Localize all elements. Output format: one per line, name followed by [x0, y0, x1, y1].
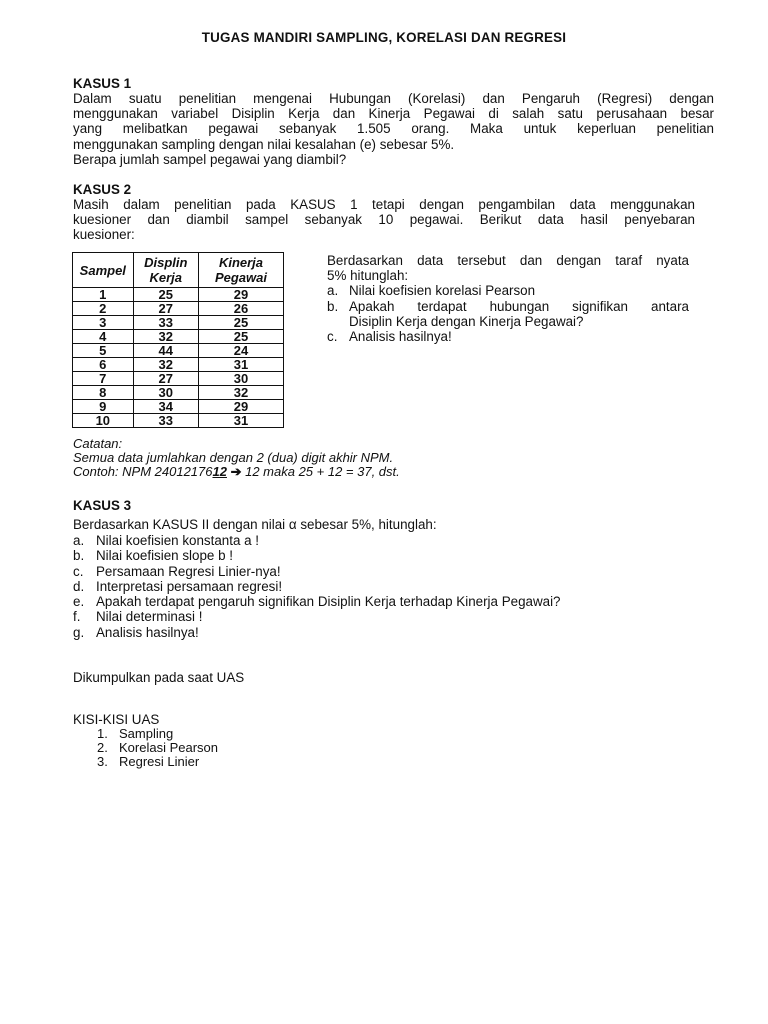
cell-disiplin-kerja: 32 [133, 358, 198, 372]
kasus-3-item [73, 564, 561, 579]
data-table [72, 252, 284, 428]
cell-disiplin-kerja: 33 [133, 414, 198, 428]
question-item [327, 299, 689, 329]
list-marker: c. [73, 563, 84, 579]
kisi-item [97, 755, 218, 769]
note-line-2 [73, 465, 400, 479]
list-marker: a. [73, 533, 85, 548]
document-title: TUGAS MANDIRI SAMPLING, KORELASI DAN REGRESI [201, 30, 567, 45]
questions-intro-line: Berdasarkan data tersebut dan dengan taraf nyata [327, 253, 689, 268]
kisi-item-text: Korelasi Pearson [119, 740, 218, 755]
table-row [73, 372, 284, 386]
cell-kinerja-pegawai: 25 [198, 330, 283, 344]
cell-disiplin-kerja: 25 [133, 288, 198, 302]
header-kinerja-pegawai: Kinerja Pegawai [198, 253, 283, 288]
cell-sampel: 10 [73, 414, 134, 428]
list-marker: b. [73, 548, 85, 564]
table-header-row [73, 253, 284, 288]
collect-note: Dikumpulkan pada saat UAS [73, 670, 245, 685]
kisi-item [97, 741, 218, 755]
table-body [73, 288, 284, 428]
list-marker: 1. [97, 726, 108, 741]
question-text: Analisis hasilnya! [349, 329, 452, 345]
kisi-heading: KISI-KISI UAS [73, 712, 160, 727]
kisi-item-text: Sampling [119, 726, 174, 741]
kasus-3-item-text: Apakah terdapat pengaruh signifikan Disiplin Kerja terhadap Kinerja Pegawai? [96, 594, 561, 610]
table-row [73, 316, 284, 330]
cell-kinerja-pegawai: 31 [198, 358, 283, 372]
kasus-2-heading: KASUS 2 [73, 182, 132, 197]
note-npm-digits: 12 [212, 464, 227, 479]
table-row [73, 288, 284, 302]
kasus-1-line: menggunakan sampling dengan nilai kesalahan (e) sebesar 5%. [73, 136, 455, 152]
cell-sampel: 6 [73, 358, 134, 372]
kasus-3-item [73, 548, 561, 563]
kasus-2-questions [327, 253, 689, 344]
kasus-1-question: Berapa jumlah sampel pegawai yang diambil? [73, 151, 347, 167]
kasus-3-intro: Berdasarkan KASUS II dengan nilai α sebesar 5%, hitunglah: [73, 517, 437, 532]
kasus-1-line: menggunakan variabel Disiplin Kerja dan Kinerja Pegawai di salah satu perusahaan besar [73, 106, 714, 122]
cell-disiplin-kerja: 33 [133, 316, 198, 330]
list-marker: 3. [97, 754, 108, 769]
cell-sampel: 3 [73, 316, 134, 330]
list-marker: a. [327, 283, 339, 299]
kisi-item [97, 727, 218, 741]
note-label: Catatan: [73, 436, 123, 451]
kasus-3-item [73, 579, 561, 594]
kisi-item-text: Regresi Linier [119, 754, 200, 769]
table-row [73, 344, 284, 358]
cell-disiplin-kerja: 44 [133, 344, 198, 358]
kasus-2-paragraph [73, 197, 695, 243]
question-item [327, 283, 689, 298]
table-row [73, 414, 284, 428]
kasus-3-item-text: Nilai koefisien konstanta a ! [96, 533, 260, 548]
list-marker: e. [73, 594, 85, 610]
table-row [73, 302, 284, 316]
question-text: Disiplin Kerja dengan Kinerja Pegawai? [349, 313, 584, 329]
cell-kinerja-pegawai: 25 [198, 316, 283, 330]
cell-sampel: 2 [73, 302, 134, 316]
kasus-3-item-text: Interpretasi persamaan regresi! [96, 578, 283, 594]
cell-kinerja-pegawai: 29 [198, 288, 283, 302]
kasus-3-list [73, 533, 561, 640]
kasus-1-heading: KASUS 1 [73, 76, 132, 91]
cell-kinerja-pegawai: 30 [198, 372, 283, 386]
kasus-3-item [73, 625, 561, 640]
cell-kinerja-pegawai: 29 [198, 400, 283, 414]
list-marker: 2. [97, 740, 108, 755]
cell-sampel: 1 [73, 288, 134, 302]
kasus-1-line: Dalam suatu penelitian mengenai Hubungan (Korelasi) dan Pengaruh (Regresi) dengan [73, 91, 714, 106]
kasus-3-item [73, 594, 561, 609]
kisi-list [97, 727, 218, 769]
question-item [327, 329, 689, 344]
note-npm-prefix: Contoh: NPM 24012176 [73, 464, 213, 479]
header-disiplin-kerja: Displin Kerja [133, 253, 198, 288]
kasus-3-item [73, 609, 561, 624]
kasus-3-item-text: Persamaan Regresi Linier-nya! [96, 563, 281, 579]
kasus-3-heading: KASUS 3 [73, 498, 132, 513]
kasus-3-item-text: Analisis hasilnya! [96, 624, 199, 640]
kasus-2-line: kuesioner: [73, 227, 135, 243]
question-text: Nilai koefisien korelasi Pearson [349, 283, 536, 299]
cell-disiplin-kerja: 34 [133, 400, 198, 414]
list-marker: d. [73, 578, 85, 594]
table-row [73, 386, 284, 400]
note-line-1: Semua data jumlahkan dengan 2 (dua) digit akhir NPM. [73, 450, 394, 465]
cell-kinerja-pegawai: 24 [198, 344, 283, 358]
questions-intro-line: 5% hitunglah: [327, 268, 409, 284]
cell-sampel: 5 [73, 344, 134, 358]
table-row [73, 358, 284, 372]
cell-disiplin-kerja: 27 [133, 372, 198, 386]
note-npm-suffix: 12 maka 25 + 12 = 37, dst. [241, 464, 400, 479]
list-marker: f. [73, 609, 81, 625]
kasus-2-line: kuesioner dan diambil sampel sebanyak 10 pegawai. Berikut data hasil penyebaran [73, 212, 695, 228]
cell-disiplin-kerja: 27 [133, 302, 198, 316]
list-marker: b. [327, 298, 339, 314]
arrow-right-icon: ➔ [230, 464, 242, 479]
kasus-3-item-text: Nilai koefisien slope b ! [96, 548, 233, 564]
cell-kinerja-pegawai: 26 [198, 302, 283, 316]
cell-sampel: 4 [73, 330, 134, 344]
cell-disiplin-kerja: 32 [133, 330, 198, 344]
cell-kinerja-pegawai: 31 [198, 414, 283, 428]
kasus-3-item [73, 533, 561, 548]
cell-sampel: 9 [73, 400, 134, 414]
cell-sampel: 8 [73, 386, 134, 400]
list-marker: c. [327, 329, 338, 345]
cell-disiplin-kerja: 30 [133, 386, 198, 400]
kasus-3-item-text: Nilai determinasi ! [96, 609, 203, 625]
cell-sampel: 7 [73, 372, 134, 386]
table-row [73, 330, 284, 344]
question-text: Apakah terdapat hubungan signifikan antara [349, 298, 689, 314]
header-sampel: Sampel [73, 253, 134, 288]
list-marker: g. [73, 624, 85, 640]
cell-kinerja-pegawai: 32 [198, 386, 283, 400]
kasus-2-line: Masih dalam penelitian pada KASUS 1 tetapi dengan pengambilan data menggunakan [73, 197, 695, 212]
kasus-1-paragraph [73, 91, 714, 167]
table-row [73, 400, 284, 414]
kasus-1-line: yang melibatkan pegawai sebanyak 1.505 orang. Maka untuk keperluan penelitian [73, 121, 714, 137]
